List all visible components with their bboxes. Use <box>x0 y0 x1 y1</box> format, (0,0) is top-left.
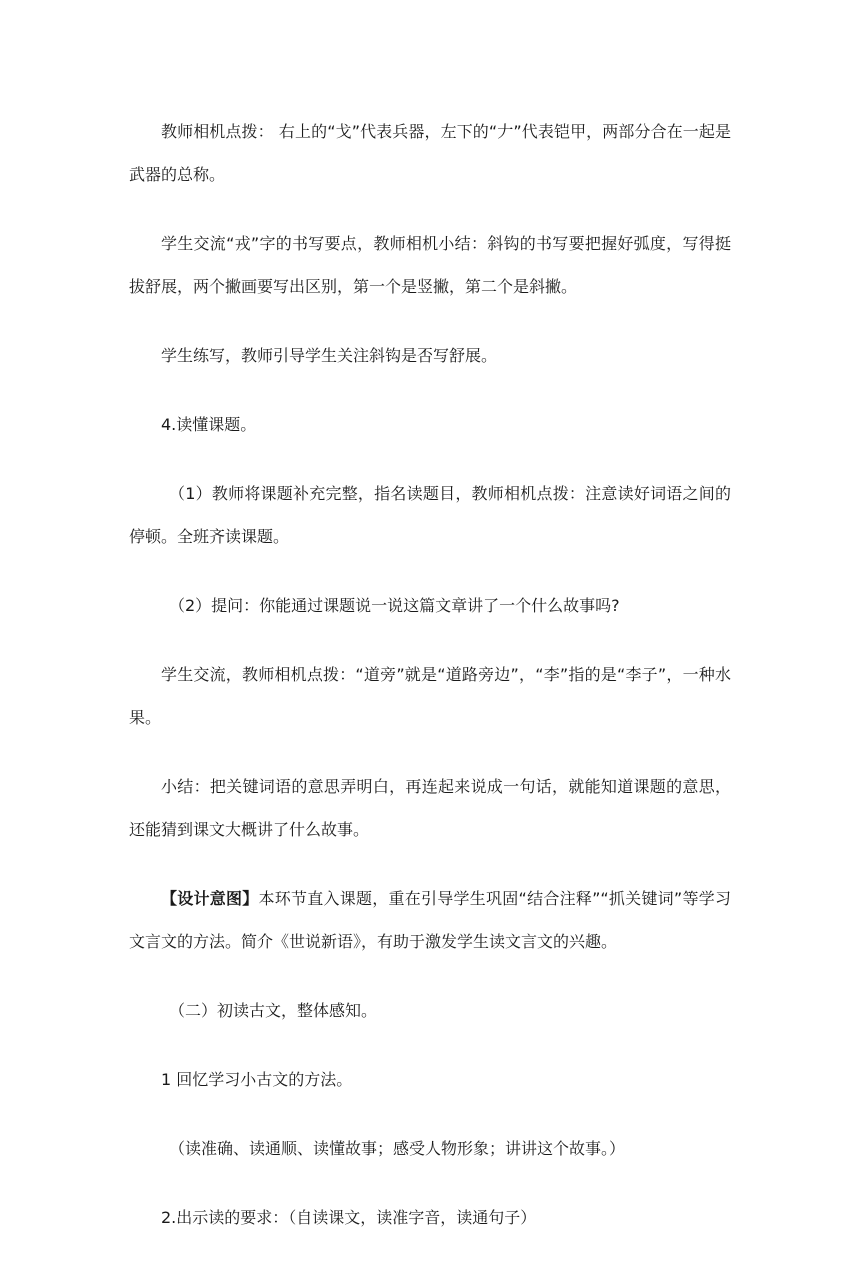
document-body <box>129 110 731 1265</box>
paragraph-design-intent <box>129 877 731 963</box>
design-intent-text: 本环节直入课题，重在引导学生巩固“结合注释”“抓关键词”等学习文言文的方法。简介《世说新语》，有助于激发学生读文言文的兴趣。 <box>129 889 731 951</box>
design-intent-label: 【设计意图】 <box>161 889 259 908</box>
paragraph-step-1: 1 回忆学习小古文的方法。 <box>161 1070 353 1089</box>
paragraph-step-4-1: （1）教师将课题补充完整，指名读题目，教师相机点拨：注意读好词语之间的停顿。全班齐读课题。 <box>129 484 731 546</box>
paragraph-teacher-hint-1: 教师相机点拨： 右上的“戈”代表兵器，左下的“𠂇”代表铠甲，两部分合在一起是武器的总称。 <box>129 122 731 184</box>
paragraph-student-exchange-1: 学生交流“戎”字的书写要点，教师相机小结：斜钩的书写要把握好弧度，写得挺拔舒展，两个撇画要写出区别，第一个是竖撇，第二个是斜撇。 <box>129 234 731 296</box>
paragraph-step-1-detail: （读准确、读通顺、读懂故事；感受人物形象；讲讲这个故事。） <box>169 1139 626 1158</box>
paragraph-step-2: 2.出示读的要求：（自读课文，读准字音，读通句子） <box>161 1208 537 1227</box>
paragraph-step-4-2: （2）提问：你能通过课题说一说这篇文章讲了一个什么故事吗? <box>169 596 620 615</box>
paragraph-student-practice: 学生练写，教师引导学生关注斜钩是否写舒展。 <box>161 346 498 365</box>
paragraph-step-4-heading: 4.读懂课题。 <box>161 415 257 434</box>
paragraph-section-2-heading: （二）初读古文，整体感知。 <box>169 1001 378 1020</box>
paragraph-summary: 小结：把关键词语的意思弄明白，再连起来说成一句话，就能知道课题的意思，还能猜到课文大概讲了什么故事。 <box>129 777 731 839</box>
paragraph-student-exchange-2: 学生交流，教师相机点拨：“道旁”就是“道路旁边”，“李”指的是“李子”，一种水果。 <box>129 665 731 727</box>
